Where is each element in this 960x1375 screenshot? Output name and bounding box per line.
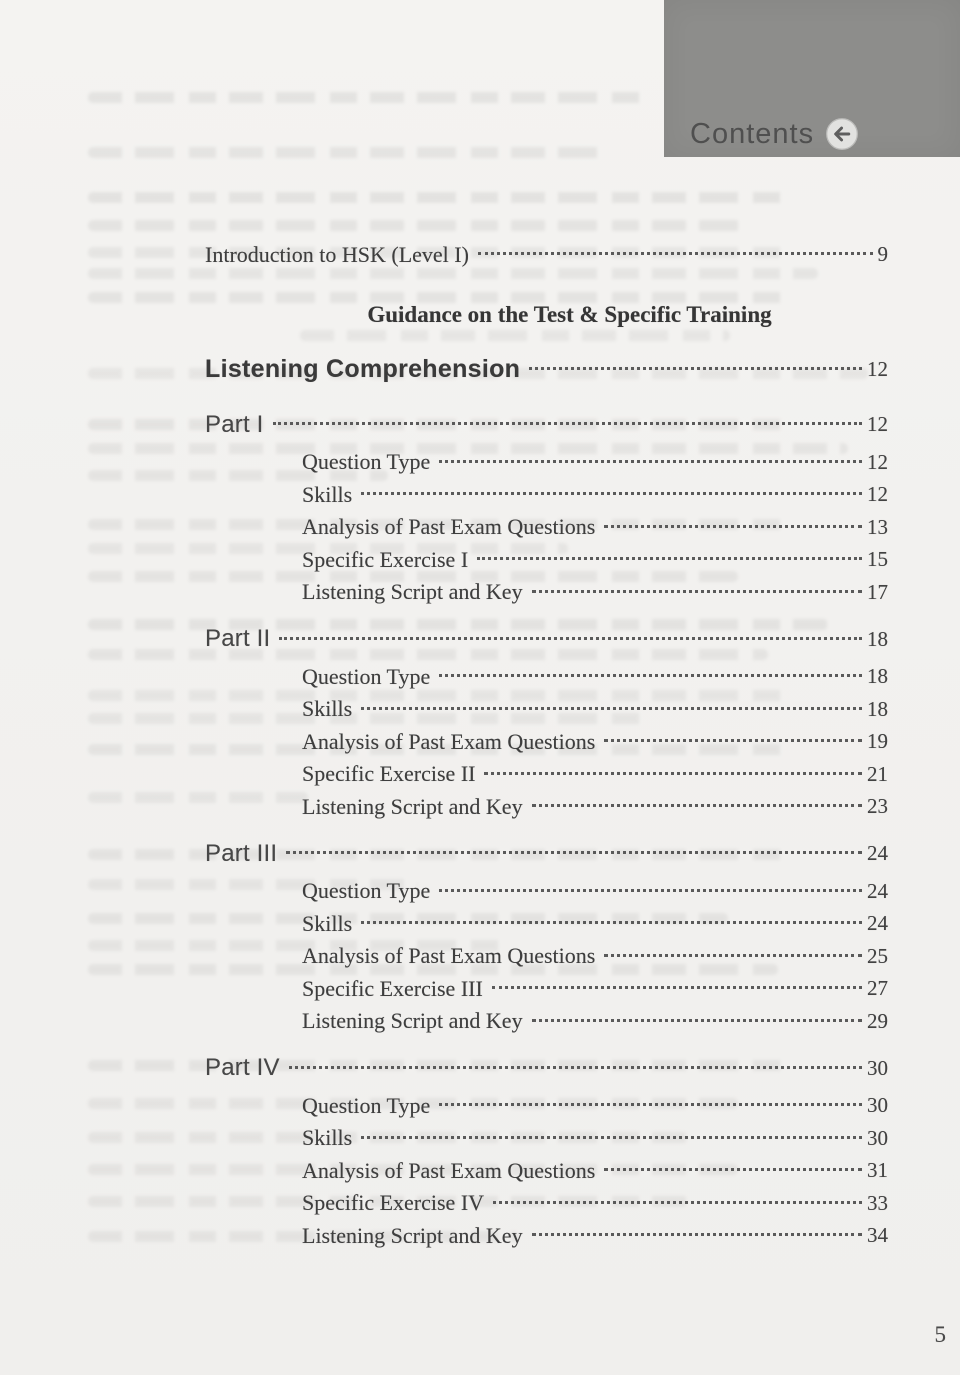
dotted-leader xyxy=(532,1019,862,1022)
toc-entry xyxy=(302,511,888,544)
toc-entry xyxy=(302,758,888,791)
toc-entry-label: Specific Exercise IV xyxy=(302,1190,485,1216)
dotted-leader xyxy=(532,1233,862,1236)
toc-part-items xyxy=(302,875,888,1038)
toc-entry-label: Listening Script and Key xyxy=(302,1222,523,1248)
dotted-leader xyxy=(493,1201,862,1204)
toc-part-items xyxy=(302,446,888,609)
dotted-leader xyxy=(532,804,862,807)
toc-entry-label: Question Type xyxy=(302,663,431,689)
toc-entry-label: Question Type xyxy=(302,1092,431,1118)
bleed-through-line xyxy=(88,147,608,158)
toc-entry-label: Listening Script and Key xyxy=(302,1008,523,1034)
toc-entry-label: Analysis of Past Exam Questions xyxy=(302,1157,596,1183)
toc-entry-page: 31 xyxy=(867,1158,888,1183)
dotted-leader xyxy=(492,986,862,989)
toc-entry-label: Part I xyxy=(205,410,264,438)
toc-entry-page: 12 xyxy=(867,482,888,507)
toc-entry-page: 21 xyxy=(867,761,888,786)
toc-entry-label: Specific Exercise II xyxy=(302,761,476,787)
toc-entry-page: 30 xyxy=(867,1093,888,1118)
toc-entry-label: Skills xyxy=(302,481,353,507)
toc-entry-page: 19 xyxy=(867,729,888,754)
dotted-leader xyxy=(361,1136,862,1139)
toc-entry-label: Skills xyxy=(302,910,353,936)
toc-entry xyxy=(302,544,888,577)
toc-entry-page: 29 xyxy=(867,1008,888,1033)
toc-entry-label: Analysis of Past Exam Questions xyxy=(302,943,596,969)
toc-entry-label: Question Type xyxy=(302,878,431,904)
toc-entry-label: Listening Comprehension xyxy=(205,354,521,383)
toc-entry xyxy=(302,576,888,609)
contents-header-band xyxy=(664,0,960,157)
toc-entry-label: Part III xyxy=(205,839,278,867)
toc-entry-label: Skills xyxy=(302,1125,353,1151)
toc-entry-listening-comprehension xyxy=(205,351,888,387)
toc-entry-page: 18 xyxy=(867,664,888,689)
dotted-leader xyxy=(477,557,862,560)
dotted-leader xyxy=(604,739,862,742)
toc-part-2 xyxy=(205,623,888,824)
dotted-leader xyxy=(532,590,862,593)
toc-entry-label: Part II xyxy=(205,625,271,652)
toc-part-items xyxy=(302,661,888,824)
dotted-leader xyxy=(286,851,862,854)
toc-entry xyxy=(302,791,888,824)
toc-entry-page: 9 xyxy=(877,242,888,266)
dotted-leader xyxy=(273,422,862,425)
toc-entry-page: 27 xyxy=(867,976,888,1001)
toc-entry-page: 12 xyxy=(867,412,888,436)
arrow-left-icon xyxy=(825,117,859,151)
dotted-leader xyxy=(604,525,862,528)
dotted-leader xyxy=(439,674,862,677)
toc-entry xyxy=(302,1187,888,1220)
page-title: Contents xyxy=(690,118,815,150)
toc-entry-label: Listening Script and Key xyxy=(302,793,523,819)
bleed-through-line xyxy=(88,220,748,231)
toc-entry xyxy=(302,1155,888,1188)
bleed-through-line xyxy=(88,92,643,103)
toc-entry-part xyxy=(205,623,888,656)
toc-entry xyxy=(302,1090,888,1123)
toc-part-4 xyxy=(205,1052,888,1253)
toc-entry-label: Analysis of Past Exam Questions xyxy=(302,514,596,540)
dotted-leader xyxy=(478,252,873,255)
dotted-leader xyxy=(361,492,862,495)
toc-entry-page: 24 xyxy=(867,911,888,936)
dotted-leader xyxy=(439,1103,862,1106)
dotted-leader xyxy=(439,889,862,892)
toc-entry-label: Question Type xyxy=(302,449,431,475)
dotted-leader xyxy=(289,1066,862,1069)
toc-part-3 xyxy=(205,837,888,1038)
toc-entry-page: 33 xyxy=(867,1190,888,1215)
toc-entry-page: 24 xyxy=(867,878,888,903)
toc-entry-page: 23 xyxy=(867,794,888,819)
toc-entry-page: 25 xyxy=(867,943,888,968)
toc-entry-label: Specific Exercise III xyxy=(302,975,483,1001)
toc-entry xyxy=(302,661,888,694)
toc-entry-introduction xyxy=(205,238,888,271)
dotted-leader xyxy=(279,637,862,640)
toc-entry-label: Part IV xyxy=(205,1054,280,1081)
toc-entry-page: 13 xyxy=(867,514,888,539)
toc-part-1 xyxy=(205,408,888,609)
toc-entry-page: 12 xyxy=(867,356,888,381)
toc-entry-part xyxy=(205,837,888,870)
dotted-leader xyxy=(529,367,862,370)
dotted-leader xyxy=(439,460,862,463)
toc-entry-label: Listening Script and Key xyxy=(302,579,523,605)
dotted-leader xyxy=(361,707,862,710)
bleed-through-line xyxy=(88,192,788,203)
toc-entry xyxy=(302,726,888,759)
toc-entry xyxy=(302,1005,888,1038)
toc-entry-page: 18 xyxy=(867,626,888,651)
toc-entry xyxy=(302,875,888,908)
toc-entry xyxy=(302,446,888,479)
toc-entry xyxy=(302,479,888,512)
dotted-leader xyxy=(604,1168,862,1171)
toc-entry-page: 17 xyxy=(867,579,888,604)
toc-entry-label: Introduction to HSK (Level I) xyxy=(205,241,469,267)
toc-entry xyxy=(302,940,888,973)
dotted-leader xyxy=(604,954,862,957)
toc-entry-label: Specific Exercise I xyxy=(302,546,469,572)
toc-entry xyxy=(302,1220,888,1253)
toc-part-items xyxy=(302,1090,888,1253)
dotted-leader xyxy=(484,772,862,775)
toc-entry-page: 30 xyxy=(867,1055,888,1080)
toc-entry-page: 34 xyxy=(867,1223,888,1248)
toc-entry-part xyxy=(205,1052,888,1085)
toc-entry-label: Skills xyxy=(302,696,353,722)
toc-entry xyxy=(302,908,888,941)
toc-entry xyxy=(302,1122,888,1155)
table-of-contents xyxy=(205,238,888,1252)
toc-entry-page: 18 xyxy=(867,696,888,721)
toc-entry-part xyxy=(205,408,888,441)
toc-entry-page: 15 xyxy=(867,547,888,572)
toc-entry-page: 30 xyxy=(867,1125,888,1150)
toc-entry-page: 12 xyxy=(867,449,888,474)
toc-entry-label: Analysis of Past Exam Questions xyxy=(302,728,596,754)
toc-entry xyxy=(302,973,888,1006)
folio-page-number: 5 xyxy=(934,1322,946,1347)
toc-entry-page: 24 xyxy=(867,841,888,865)
dotted-leader xyxy=(361,921,862,924)
toc-entry xyxy=(302,693,888,726)
section-heading: Guidance on the Test & Specific Training xyxy=(367,302,772,327)
